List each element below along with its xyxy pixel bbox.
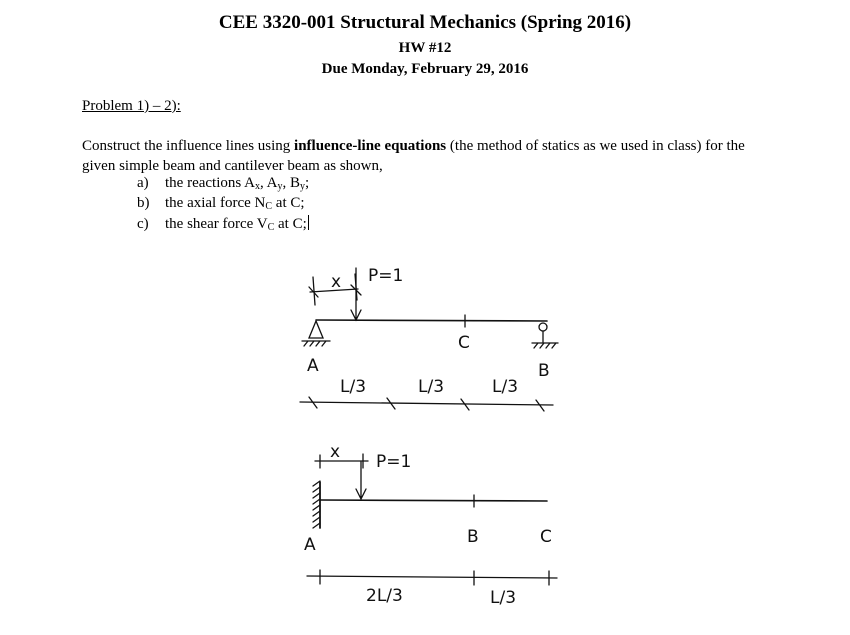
pin-support-a (309, 321, 323, 338)
span-1-label: L/3 (340, 377, 367, 397)
page-title: CEE 3320-001 Structural Mechanics (Spring 2016) (218, 12, 632, 33)
point-c-label: C (458, 333, 470, 353)
subscript: y (300, 181, 306, 192)
item-text: the shear force V (165, 216, 268, 232)
beam (316, 320, 547, 321)
homework-number: HW #12 (398, 40, 452, 56)
span-3-label: L/3 (492, 377, 519, 397)
intro-text-post: (the method of statics as we used in class) for the given simple beam and cantilever beam as shown, (82, 138, 745, 174)
intro-text-bold: influence-line equations (294, 138, 447, 154)
load-arrow (356, 462, 366, 499)
x-label: x (331, 272, 342, 292)
item-text: at C; (274, 216, 307, 232)
simple-beam-figure (300, 266, 558, 411)
point-c-label: C (540, 527, 552, 547)
span-2-label: L/3 (418, 377, 445, 397)
roller-support-b (539, 323, 547, 331)
point-b-label: B (538, 361, 550, 381)
subscript: y (277, 181, 283, 192)
load-label: P=1 (368, 266, 404, 286)
x-label: x (330, 442, 341, 462)
item-label: b) (137, 195, 150, 211)
span-2-label: L/3 (490, 588, 517, 608)
subscript: x (254, 181, 260, 192)
subscript: C (265, 201, 273, 212)
item-text: , B (282, 175, 301, 191)
item-label: c) (137, 216, 149, 232)
point-a-label: A (304, 535, 316, 555)
item-text: at C; (272, 195, 305, 211)
item-text: ; (305, 175, 310, 191)
ground-hatch-a (302, 341, 330, 346)
intro-text-pre: Construct the influence lines using (82, 138, 295, 154)
beam (320, 500, 547, 501)
due-date: Due Monday, February 29, 2016 (321, 61, 529, 77)
point-b-label: B (467, 527, 479, 547)
ground-hatch-b (532, 343, 558, 348)
item-label: a) (137, 175, 149, 191)
item-text: , A (259, 175, 278, 191)
load-label: P=1 (376, 452, 412, 472)
problem-heading: Problem 1) – 2): (82, 98, 181, 114)
cantilever-beam-figure (304, 442, 557, 608)
span-1-label: 2L/3 (366, 586, 403, 606)
item-text: the reactions A (165, 175, 255, 191)
span-dimension-line (300, 402, 553, 405)
point-a-label: A (307, 356, 319, 376)
subscript: C (267, 222, 275, 233)
wall-hatch (313, 481, 320, 528)
span-dimension-line (307, 576, 557, 578)
item-text: the axial force N (165, 195, 266, 211)
